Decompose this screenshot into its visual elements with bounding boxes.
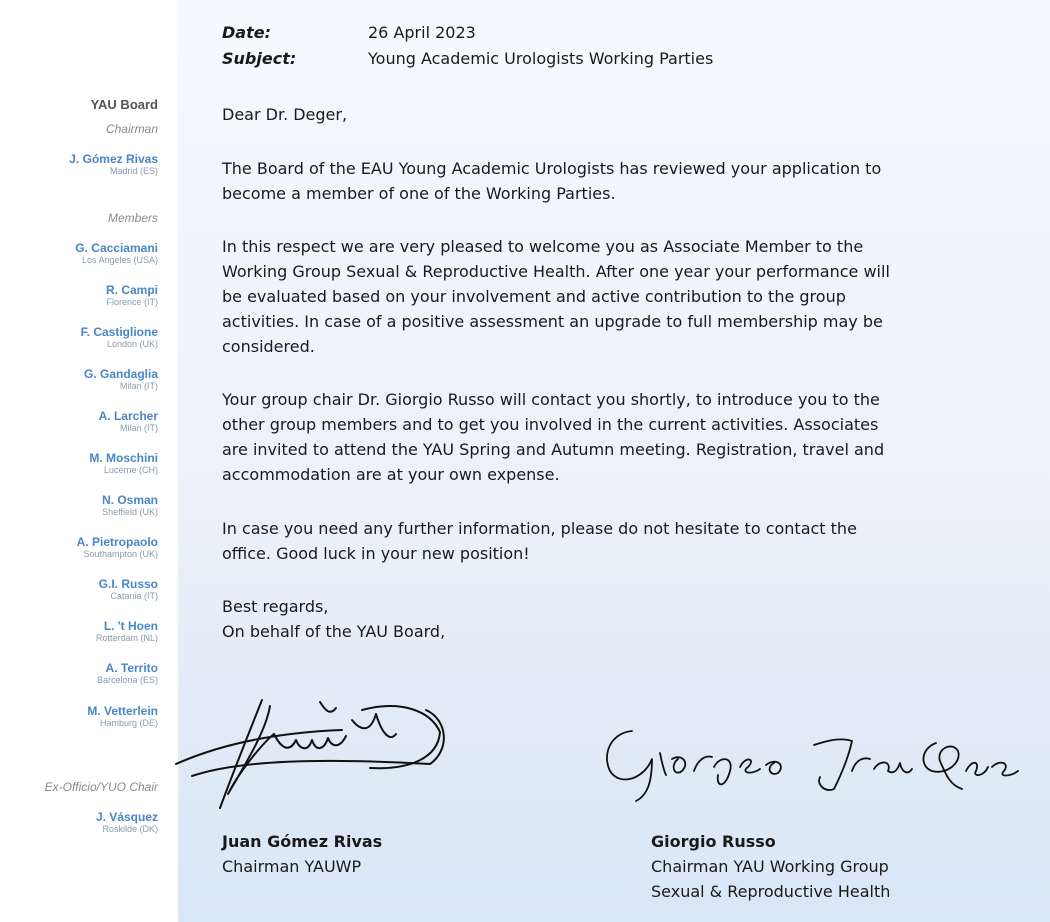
member-entry [81,325,158,350]
member-entry [99,409,158,434]
subject-row [222,48,713,70]
member-city: Southampton (UK) [83,549,158,559]
member-city: Madrid (ES) [109,166,158,176]
member-entry [102,493,158,518]
member-name: L. 't Hoen [103,619,158,633]
signer-title: Sexual & Reproductive Health [651,882,891,901]
member-name: A. Larcher [98,409,158,423]
date-row [222,22,476,44]
member-name: G.I. Russo [98,577,158,591]
member-city: Sheffield (UK) [102,507,158,517]
exofficio-entry [96,810,158,835]
member-city: Catania (IT) [110,591,158,601]
board-title: YAU Board [90,97,158,112]
member-entry [77,535,158,560]
members-label: Members [107,211,158,225]
salutation: Dear Dr. Deger, [222,105,348,124]
member-name: R. Campi [105,283,158,297]
date-value: 26 April 2023 [368,23,476,42]
member-name: G. Gandaglia [83,367,158,381]
closing-line: On behalf of the YAU Board, [222,622,446,641]
member-city: Hamburg (DE) [99,718,158,728]
paragraph-line: are invited to attend the YAU Spring and Autumn meeting. Registration, travel and [222,440,885,459]
paragraph-line: other group members and to get you involved in the current activities. Associates [222,415,879,434]
closing-line: Best regards, [222,597,329,616]
signature-russo [590,715,1030,805]
paragraph-line: Your group chair Dr. Giorgio Russo will contact you shortly, to introduce you to the [222,390,880,409]
member-entry [75,241,158,266]
member-name: N. Osman [101,493,158,507]
member-name: J. Gómez Rivas [69,152,158,166]
member-entry [96,619,158,644]
paragraph-line: be evaluated based on your involvement and active contribution to the group [222,287,846,306]
signature-gomez-rivas [170,690,460,830]
paragraph-line: office. Good luck in your new position! [222,544,530,563]
member-city: Lucerne (CH) [103,465,158,475]
paragraph-line: activities. In case of a positive assessment an upgrade to full membership may be [222,312,883,331]
member-name: G. Cacciamani [75,241,158,255]
member-name: M. Vetterlein [87,704,158,718]
exofficio-label: Ex-Officio/YUO Chair [44,780,158,794]
paragraph-line: Working Group Sexual & Reproductive Health. After one year your performance will [222,262,890,281]
member-entry [97,661,158,686]
chairman-entry [69,152,158,177]
signer-name: Juan Gómez Rivas [222,832,383,851]
member-city: Los Angeles (USA) [81,255,158,265]
member-city: Roskilde (DK) [102,824,158,834]
paragraph-line: considered. [222,337,315,356]
member-entry [84,367,158,392]
subject-label: Subject: [222,49,297,68]
member-entry [87,704,158,729]
member-city: Barcelona (ES) [96,675,158,685]
paragraph-line: The Board of the EAU Young Academic Urologists has reviewed your application to [222,159,882,178]
member-name: A. Territo [105,661,158,675]
paragraph-line: In this respect we are very pleased to welcome you as Associate Member to the [222,237,864,256]
member-name: J. Vásquez [95,810,158,824]
member-city: Milan (IT) [120,423,158,433]
member-city: Rotterdam (NL) [95,633,158,643]
paragraph-line: accommodation are at your own expense. [222,465,560,484]
paragraph-line: In case you need any further information, please do not hesitate to contact the [222,519,857,538]
member-entry [106,283,158,308]
signer-name: Giorgio Russo [651,832,776,851]
member-city: Florence (IT) [106,297,158,307]
chairman-label: Chairman [105,122,158,136]
signer-title: Chairman YAU Working Group [651,857,889,876]
member-city: Milan (IT) [120,381,158,391]
member-name: M. Moschini [89,451,158,465]
board-sidebar [0,0,158,922]
member-entry [99,577,158,602]
member-name: F. Castiglione [80,325,158,339]
date-label: Date: [222,23,271,42]
subject-value: Young Academic Urologists Working Parties [368,49,714,68]
member-entry [89,451,158,476]
member-name: A. Pietropaolo [76,535,158,549]
paragraph-line: become a member of one of the Working Parties. [222,184,616,203]
signer-title: Chairman YAUWP [222,857,362,876]
member-city: London (UK) [106,339,158,349]
